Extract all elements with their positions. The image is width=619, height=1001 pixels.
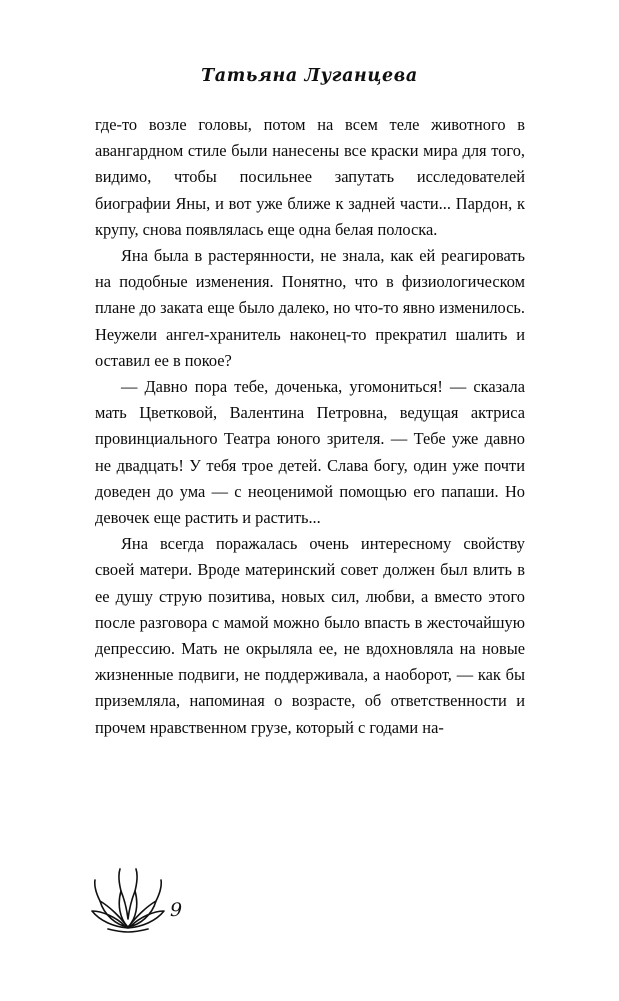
page-footer xyxy=(78,853,258,939)
paragraph-4: Яна всегда поражалась очень интересному свойству своей матери. Вроде материнский совет должен был влить в ее душу струю позитива, новых сил, любви, а вместо этого после разговора с мамой можно было впасть в жесточайшую депрессию. Мать не окрыляла ее, не вдохновляла на новые жизненные подвиги, не поддерживала, а наоборот, — как бы приземляла, напоминая о возрасте, об ответственности и прочем нравственном грузе, который с годами на- xyxy=(95,534,525,737)
running-head-author: Татьяна Луганцева xyxy=(201,66,418,86)
page-number: 9 xyxy=(170,899,183,921)
paragraph-2: Яна была в растерянности, не знала, как ей реагировать на подобные изменения. Понятно, что в физиологическом плане до заката еще было далеко, но что-то явно изменилось. Неужели ангел-хранитель наконец-то прекратил шалить и оставил ее в покое? xyxy=(95,246,525,370)
page-body-text xyxy=(95,112,525,741)
paragraph-3: — Давно пора тебе, доченька, угомониться! — сказала мать Цветковой, Валентина Петровна, ведущая актриса провинциального Театра юного зрителя. — Тебе уже давно не двадцать! У тебя трое детей. Слава богу, один уже почти доведен до ума — с неоценимой помощью его папаши. Но девочек еще растить и растить... xyxy=(95,377,525,528)
lotus-flower-icon xyxy=(78,853,178,939)
paragraph-1: где-то возле головы, потом на всем теле животного в авангардном стиле были нанесены все краски мира для того, видимо, чтобы посильнее запутать исследователей биографии Яны, и вот уже ближе к задней части... Пардон, к крупу, снова появлялась еще одна белая полоска. xyxy=(95,115,525,239)
